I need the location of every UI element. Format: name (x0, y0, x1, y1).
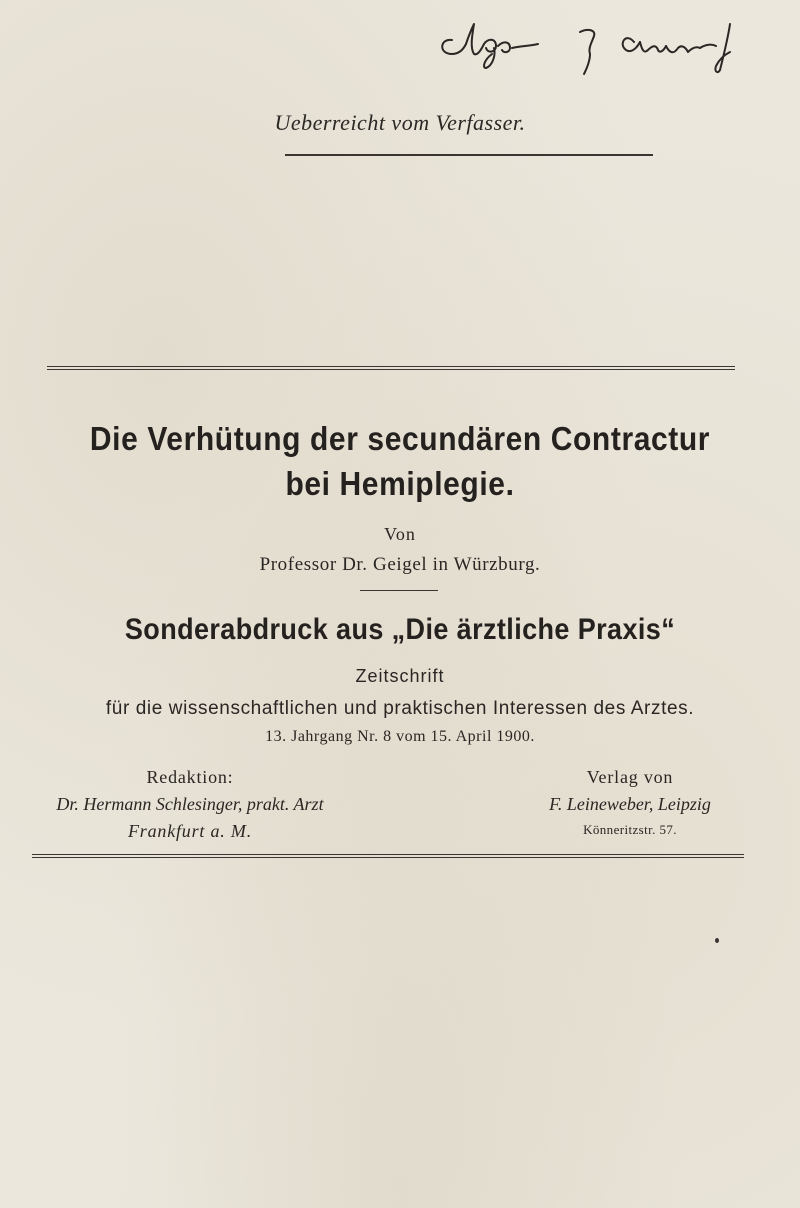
bottom-double-rule (32, 854, 744, 858)
journal-label: Zeitschrift (355, 666, 445, 686)
publisher-label: Verlag von (586, 767, 674, 787)
ink-speck (715, 938, 719, 943)
publisher-address: Könneritzstr. 57. (583, 822, 677, 837)
top-double-rule (47, 366, 735, 370)
title-line-2: bei Hemiplegie. (285, 465, 515, 503)
editorial-label: Redaktion: (146, 767, 234, 787)
editor-name: Dr. Hermann Schlesinger, prakt. Arzt (56, 794, 324, 814)
handover-note: Ueberreicht vom Verfasser. (274, 110, 526, 135)
journal-subtitle: für die wissenschaftlichen und praktischen Interessen des Arztes. (105, 698, 695, 719)
handwritten-signature (430, 18, 750, 78)
offprint-heading: Sonderabdruck aus „Die ärztliche Praxis“ (124, 612, 676, 646)
handover-underline (285, 154, 653, 156)
author-line: Professor Dr. Geigel in Würzburg. (259, 554, 541, 575)
editor-city: Frankfurt a. M. (128, 821, 252, 841)
issue-line: 13. Jahrgang Nr. 8 vom 15. April 1900. (265, 728, 535, 745)
title-line-1: Die Verhütung der secundären Contractur (89, 420, 711, 458)
publisher-name: F. Leineweber, Leipzig (549, 794, 711, 814)
byline-von: Von (384, 524, 416, 544)
short-divider (360, 590, 438, 591)
